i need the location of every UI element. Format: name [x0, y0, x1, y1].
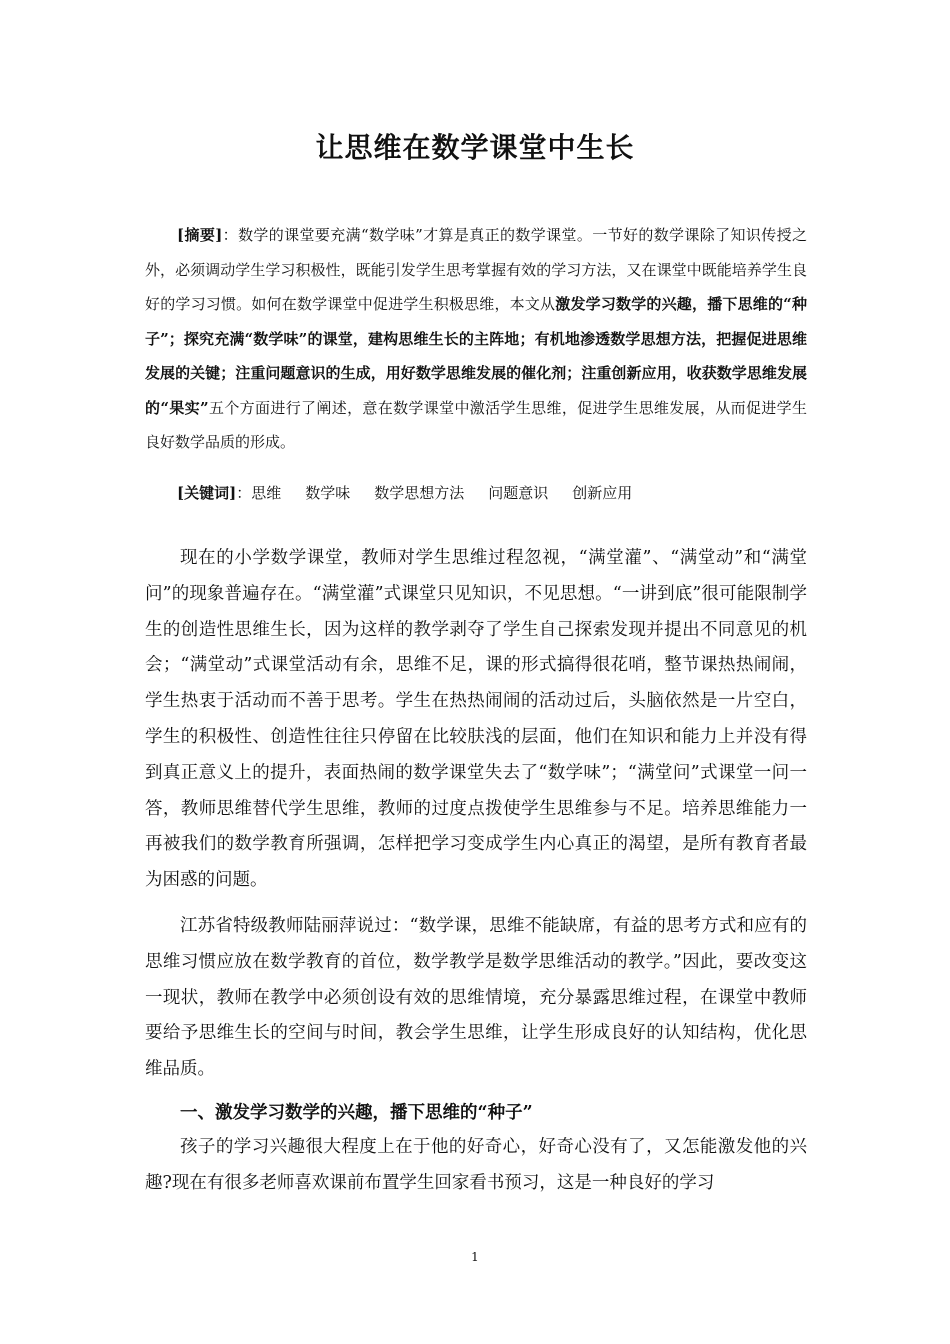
body-paragraph: 孩子的学习兴趣很大程度上在于他的好奇心，好奇心没有了，又怎能激发他的兴趣?现在有很多老师喜欢课前布置学生回家看书预习，这是一种良好的学习 [145, 1137, 807, 1193]
keywords-separator: ： [236, 484, 252, 502]
abstract-separator: ： [222, 226, 239, 244]
abstract-text-after: 五个方面进行了阐述，意在数学课堂中激活学生思维，促进学生思维发展，从而促进学生良好数学品质的形成。 [145, 398, 807, 451]
abstract-paragraph [145, 218, 807, 460]
abstract-tag: [摘要] [177, 226, 223, 244]
abstract-text-before: 数学的课堂要充满“数学味”才算是真正的数学课堂。一节好的数学课除了知识传授之外，必须调动学生学习积极性，既能引发学生思考掌握有效的学习方法，又在课堂中既能培养学生良好的学习习惯。如何在数学课堂中促进学生积极思维，本文从 [145, 226, 808, 313]
keyword-item: 问题意识 [488, 484, 549, 502]
page-number: 1 [471, 1250, 479, 1264]
abstract-emphasis: 激发学习数学的兴趣，播下思维的“种子”；探究充满“数学味”的课堂，建构思维生长的主阵地；有机地渗透数学思想方法，把握促进思维发展的关键；注重问题意识的生成，用好数学思维发展的催化剂；注重创新应用，收获数学思维发展的“果实” [145, 295, 807, 417]
keyword-item: 数学思想方法 [374, 484, 465, 502]
section-heading: 一、激发学习数学的兴趣，播下思维的“种子” [180, 1103, 533, 1123]
keywords-line [177, 478, 656, 508]
keyword-item: 思维 [251, 484, 282, 502]
body-paragraph: 现在的小学数学课堂，教师对学生思维过程忽视，“满堂灌”、“满堂动”和“满堂问”的现象普遍存在。“满堂灌”式课堂只见知识，不见思想。“一讲到底”很可能限制学生的创造性思维生长，因为这样的教学剥夺了学生自己探索发现并提出不同意见的机会；“满堂动”式课堂活动有余，思维不足，课的形式搞得很花哨，整节课热热闹闹，学生热衷于活动而不善于思考。学生在热热闹闹的活动过后，头脑依然是一片空白，学生的积极性、创造性往往只停留在比较肤浅的层面，他们在知识和能力上并没有得到真正意义上的提升，表面热闹的数学课堂失去了“数学味”；“满堂问”式课堂一问一答，教师思维替代学生思维，教师的过度点拨使学生思维参与不足。培养思维能力一再被我们的数学教育所强调，怎样把学习变成学生内心真正的渴望，是所有教育者最为困惑的问题。 [145, 548, 807, 891]
keyword-item: 数学味 [305, 484, 351, 502]
page-title: 让思维在数学课堂中生长 [315, 131, 635, 164]
keyword-item: 创新应用 [572, 484, 633, 502]
keywords-tag: [关键词] [177, 484, 237, 502]
body-paragraph: 江苏省特级教师陆丽萍说过：“数学课，思维不能缺席，有益的思考方式和应有的思维习惯应放在数学教育的首位，数学教学是数学思维活动的教学。”因此，要改变这一现状，教师在教学中必须创设有效的思维情境，充分暴露思维过程，在课堂中教师要给予思维生长的空间与时间，教会学生思维，让学生形成良好的认知结构，优化思维品质。 [145, 916, 807, 1080]
